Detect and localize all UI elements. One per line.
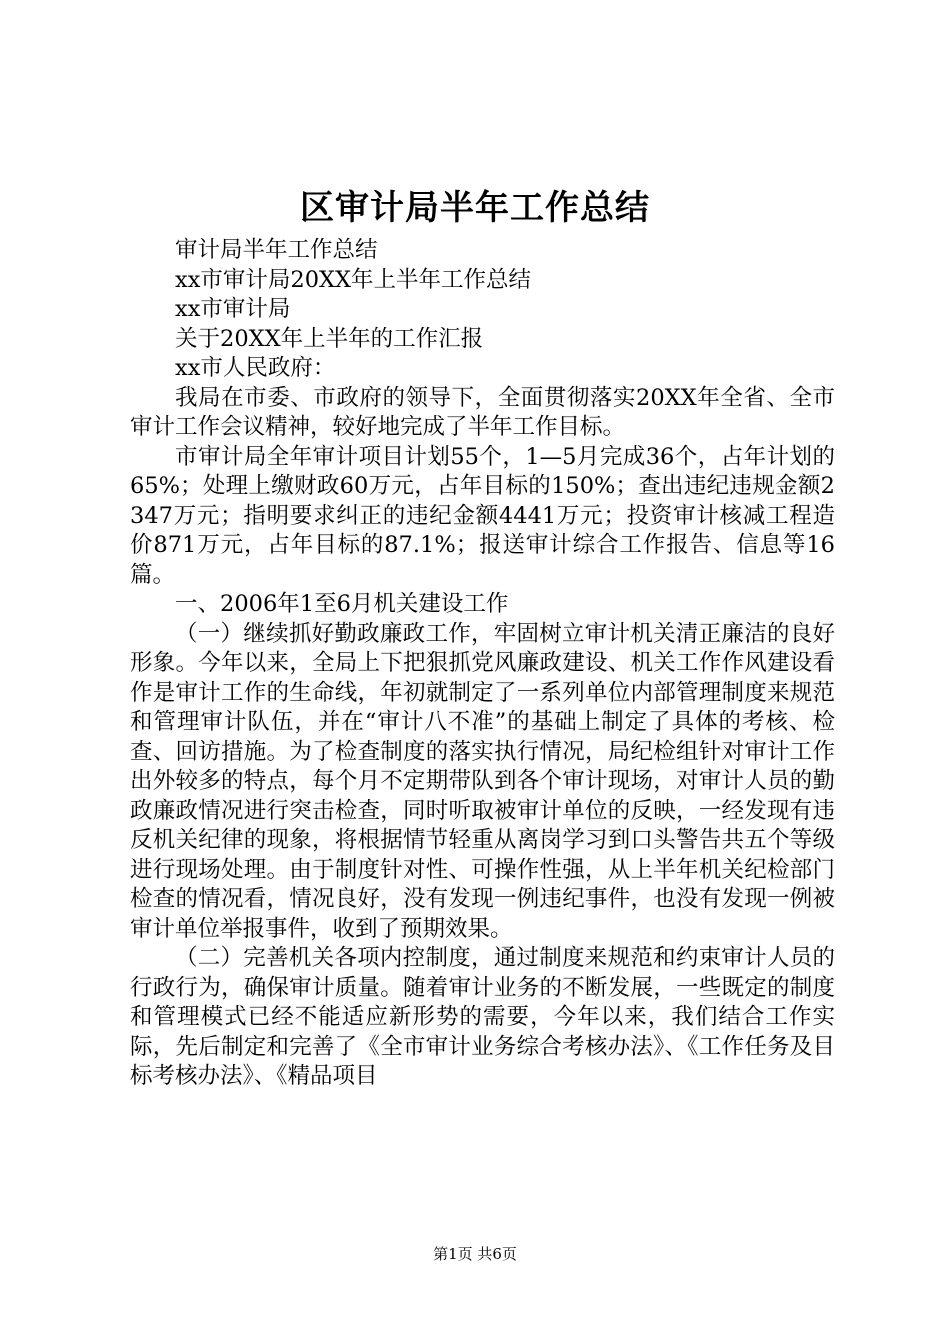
paragraph-item-two: （二）完善机关各项内控制度，通过制度来规范和约束审计人员的行政行为，确保审计质量。随着审计业务的不断发展，一些既定的制度和管理模式已经不能适应新形势的需要，今年以来，我们结合工作实际，先后制定和完善了《全市审计业务综合考核办法》、《工作任务及目标考核办法》、《精品项目 bbox=[130, 945, 835, 1089]
paragraph-intro: 我局在市委、市政府的领导下，全面贯彻落实20XX年全省、全市审计工作会议精神，较好地完成了半年工作目标。 bbox=[130, 384, 835, 440]
paragraph-report-heading: 关于20XX年上半年的工作汇报 bbox=[175, 325, 484, 352]
document-title: 区审计局半年工作总结 bbox=[300, 188, 650, 228]
paragraph-item-one: （一）继续抓好勤政廉政工作，牢固树立审计机关清正廉洁的良好形象。今年以来，全局上下把狠抓党风廉政建设、机关工作作风建设看作是审计工作的生命线，年初就制定了一系列单位内部管理制度来规范和管理审计队伍，并在“审计八不准”的基础上制定了具体的考核、检查、回访措施。为了检查制度的落实执行情况，局纪检组针对审计工作出外较多的特点，每个月不定期带队到各个审计现场，对审计人员的勤政廉政情况进行突击检查，同时听取被审计单位的反映，一经发现有违反机关纪律的现象，将根据情节轻重从离岗学习到口头警告共五个等级进行现场处理。由于制度针对性、可操作性强，从上半年机关纪检部门检查的情况看，情况良好，没有发现一例违纪事件，也没有发现一例被审计单位举报事件，收到了预期效果。 bbox=[130, 620, 835, 942]
document-body bbox=[130, 236, 835, 1092]
paragraph-statistics: 市审计局全年审计项目计划55个，1—5月完成36个，占年计划的65%；处理上缴财政60万元，占年目标的150%；查出违纪违规金额2347万元；指明要求纠正的违纪金额4441万元；投资审计核减工程造价871万元，占年目标的87.1%；报送审计综合工作报告、信息等16篇。 bbox=[130, 443, 835, 588]
paragraph-section-heading: 一、2006年1至6月机关建设工作 bbox=[175, 591, 509, 617]
paragraph-addressee: xx市人民政府： bbox=[175, 355, 336, 381]
paragraph-subtitle: 审计局半年工作总结 bbox=[175, 237, 378, 263]
paragraph-report-name: xx市审计局20XX年上半年工作总结 bbox=[175, 266, 532, 293]
page-number-footer: 第1页 共6页 bbox=[433, 1245, 517, 1263]
paragraph-issuer: xx市审计局 bbox=[175, 296, 291, 322]
